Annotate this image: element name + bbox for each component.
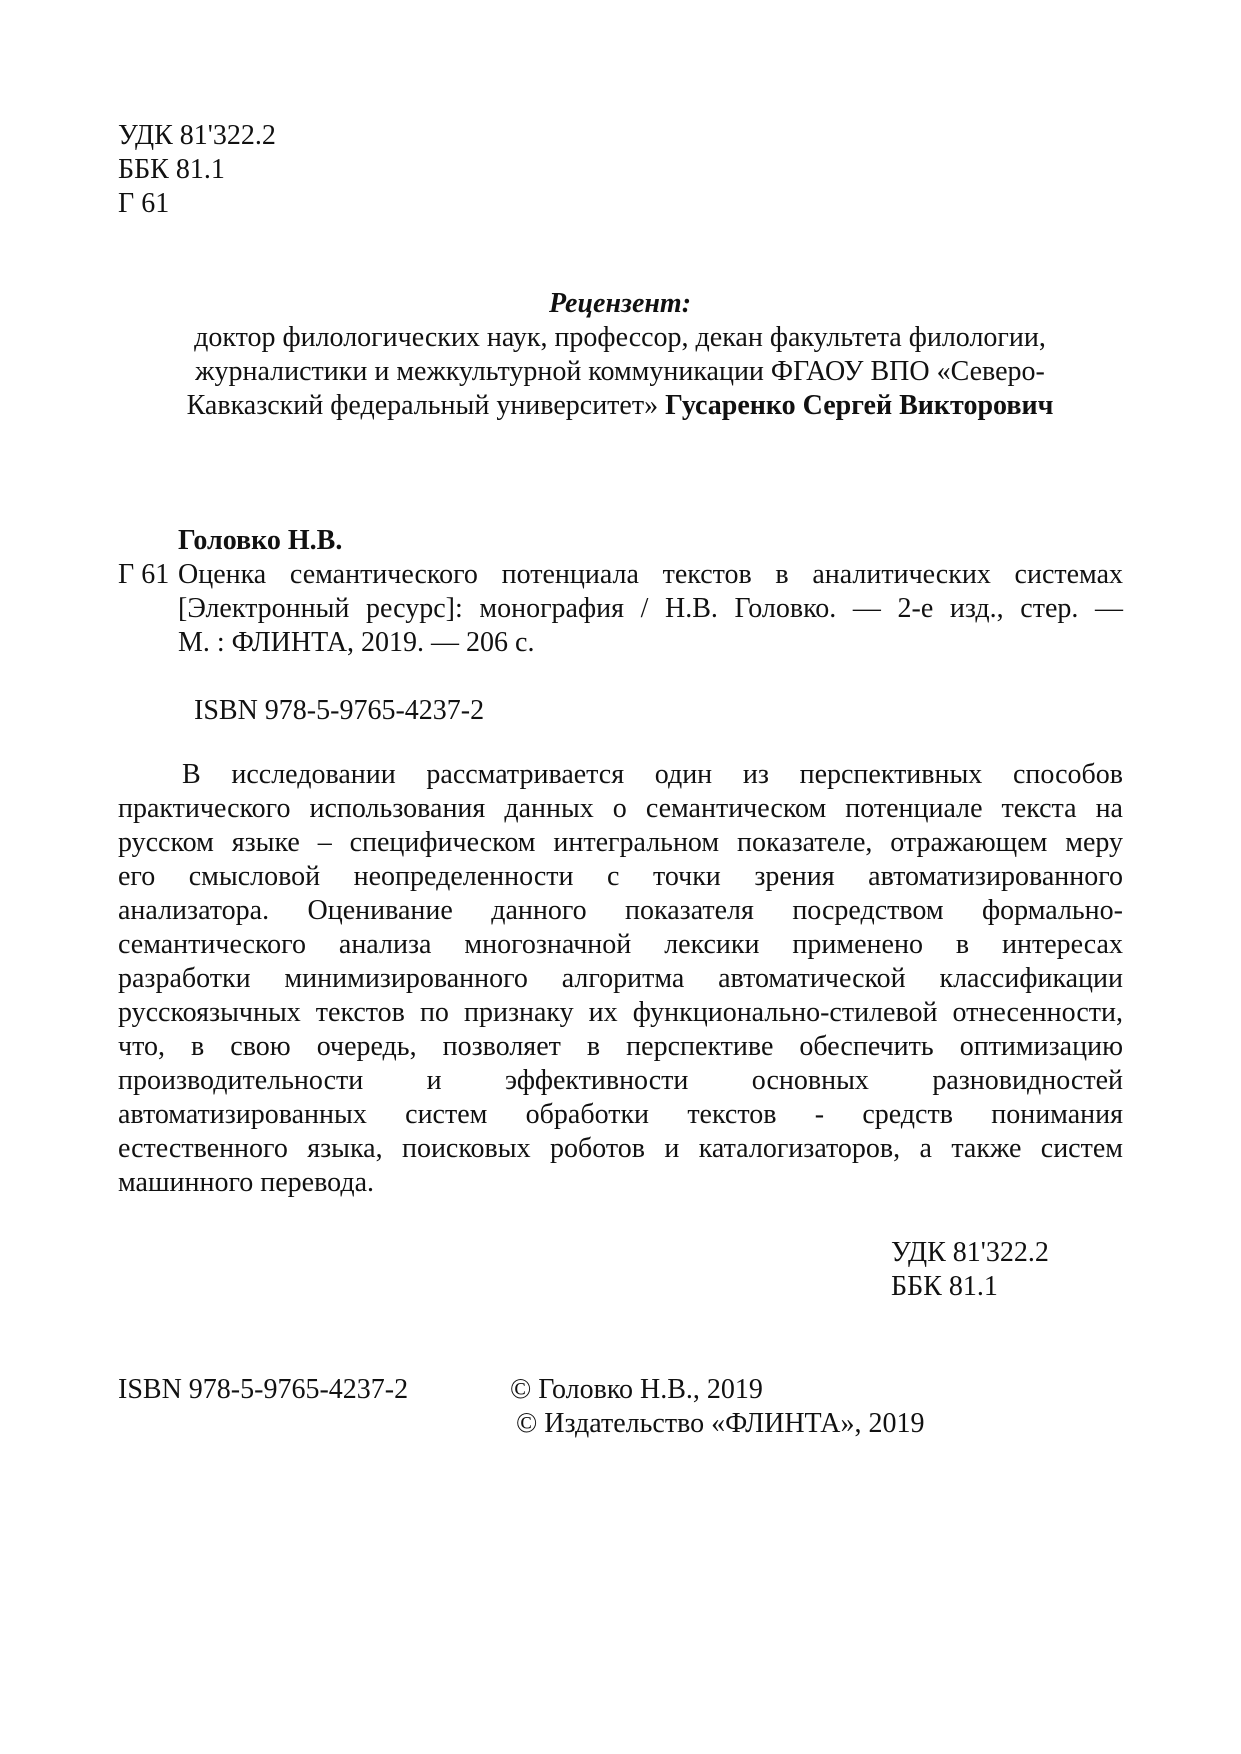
abstract-line: разработки минимизированного алгоритма автоматической классификации (118, 963, 1123, 994)
udk-code-bottom: УДК 81'322.2 (891, 1237, 1049, 1268)
record-line-3: М. : ФЛИНТА, 2019. — 206 с. (178, 627, 535, 658)
classification-codes-bottom (891, 1236, 1049, 1304)
udk-code: УДК 81'322.2 (118, 120, 276, 151)
reviewer-heading: Рецензент: (548, 288, 692, 319)
classification-codes-top (118, 119, 276, 221)
record-line-2: [Электронный ресурс]: монография / Н.В. Головко. — 2-е изд., стер. — (178, 593, 1123, 624)
record-code: Г 61 (118, 559, 170, 590)
abstract-line: В исследовании рассматривается один из перспективных способов (182, 759, 1123, 790)
reviewer-line-1: доктор филологических наук, профессор, декан факультета филологии, (194, 322, 1046, 353)
copyright-block (510, 1373, 924, 1441)
record-line-1: Оценка семантического потенциала текстов в аналитических системах (178, 559, 1123, 590)
record-author: Головко Н.В. (178, 525, 343, 556)
reviewer-affiliation: Кавказский федеральный университет» (186, 390, 666, 421)
abstract-line: русскоязычных текстов по признаку их функционально-стилевой отнесенности, (118, 997, 1123, 1028)
record-isbn: ISBN 978-5-9765-4237-2 (194, 695, 485, 726)
bibliographic-record (178, 558, 1123, 660)
abstract-line: практического использования данных о семантическом потенциале текста на (118, 793, 1123, 824)
abstract-line: анализатора. Оценивание данного показателя посредством формально- (118, 895, 1123, 926)
reviewer-line-2: журналистики и межкультурной коммуникации ФГАОУ ВПО «Северо- (195, 356, 1045, 387)
author-mark: Г 61 (118, 188, 170, 219)
reviewer-line-3 (130, 389, 1110, 423)
abstract (118, 758, 1123, 1200)
reviewer-name: Гусаренко Сергей Викторович (665, 390, 1054, 421)
bbk-code-bottom: ББК 81.1 (891, 1271, 998, 1302)
abstract-line: естественного языка, поисковых роботов и каталогизаторов, а также систем (118, 1133, 1123, 1164)
abstract-line: семантического анализа многозначной лексики применено в интересах (118, 929, 1123, 960)
abstract-line: производительности и эффективности основных разновидностей (118, 1065, 1123, 1096)
abstract-line: что, в свою очередь, позволяет в перспективе обеспечить оптимизацию (118, 1031, 1123, 1062)
reviewer-block (130, 287, 1110, 423)
abstract-line: его смысловой неопределенности с точки зрения автоматизированного (118, 861, 1123, 892)
footer-isbn: ISBN 978-5-9765-4237-2 (118, 1374, 409, 1405)
abstract-last-line: машинного перевода. (118, 1167, 374, 1198)
bbk-code: ББК 81.1 (118, 154, 225, 185)
copyright-publisher: © Издательство «ФЛИНТА», 2019 (516, 1408, 925, 1439)
abstract-line: русском языке – специфическом интегральном показателе, отражающем меру (118, 827, 1123, 858)
copyright-author: © Головко Н.В., 2019 (510, 1374, 763, 1405)
abstract-line: автоматизированных систем обработки текстов - средств понимания (118, 1099, 1123, 1130)
